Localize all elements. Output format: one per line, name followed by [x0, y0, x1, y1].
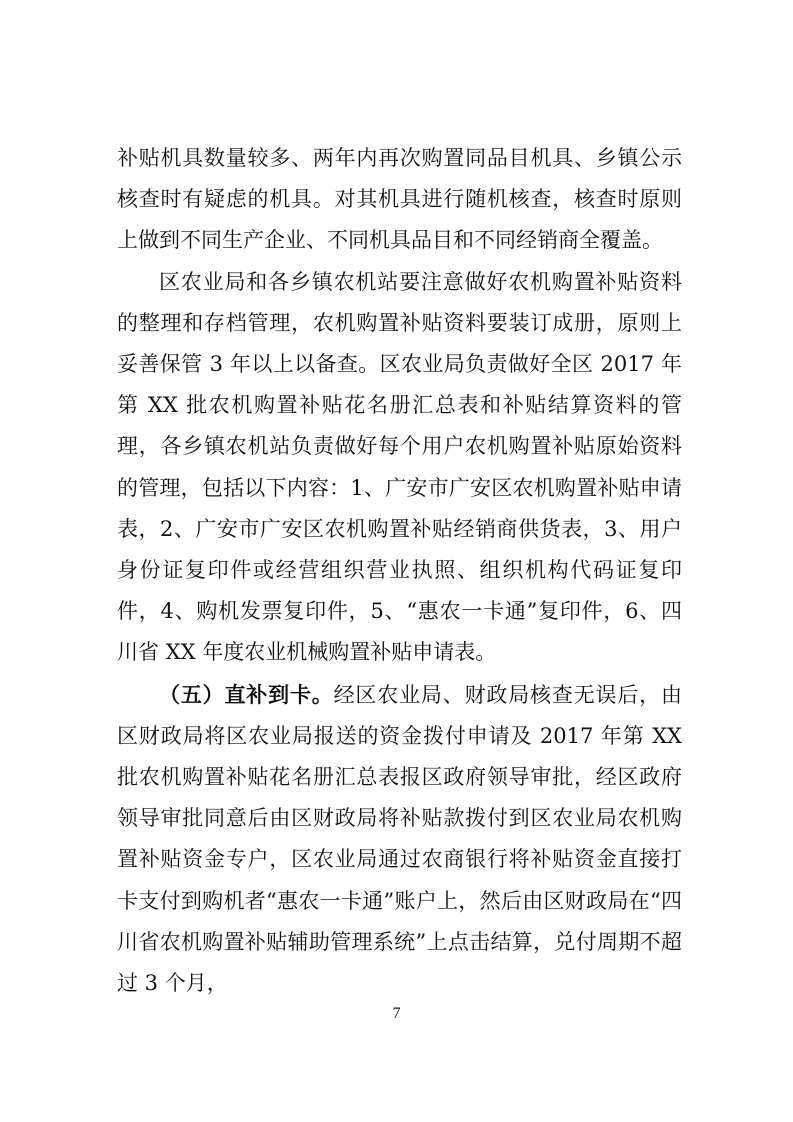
page-number: 7: [392, 1005, 401, 1022]
paragraph-direct-subsidy-text: 经区农业局、财政局核查无误后，由区财政局将区农业局报送的资金拨付申请及 2017 年第 XX 批农机购置补贴花名册汇总表报区政府领导审批，经区政府领导审批同意后由区财政局将补贴款拨付到区农业局农机购置补贴资金专户，区农业局通过农商银行将补贴资金直接打卡支付到购机者“惠农一卡通”账户上，然后由区财政局在“四川省农机购置补贴辅助管理系统”上点击结算，兑付周期不超过 3 个月，: [117, 682, 682, 996]
section-heading-direct-subsidy: （五）直补到卡。: [159, 681, 334, 707]
paragraph-continuation: 补贴机具数量较多、两年内再次购置同品目机具、乡镇公示核查时有疑虑的机具。对其机具进行随机核查，核查时原则上做到不同生产企业、不同机具品目和不同经销商全覆盖。: [117, 146, 682, 253]
paragraph-archive-management: 区农业局和各乡镇农机站要注意做好农机购置补贴资料的整理和存档管理，农机购置补贴资料要装订成册，原则上妥善保管 3 年以上以备查。区农业局负责做好全区 2017 年第 XX 批农机购置补贴花名册汇总表和补贴结算资料的管理，各乡镇农机站负责做好每个用户农机购置补贴原始资料的管理，包括以下内容：1、广安市广安区农机购置补贴申请表，2、广安市广安区农机购置补贴经销商供货表，3、用户身份证复印件或经营组织营业执照、组织机构代码证复印件，4、购机发票复印件，5、“惠农一卡通”复印件，6、四川省 XX 年度农业机械购置补贴申请表。: [117, 269, 682, 665]
body-text: [117, 138, 682, 1004]
paragraph-direct-subsidy: [117, 674, 682, 1005]
